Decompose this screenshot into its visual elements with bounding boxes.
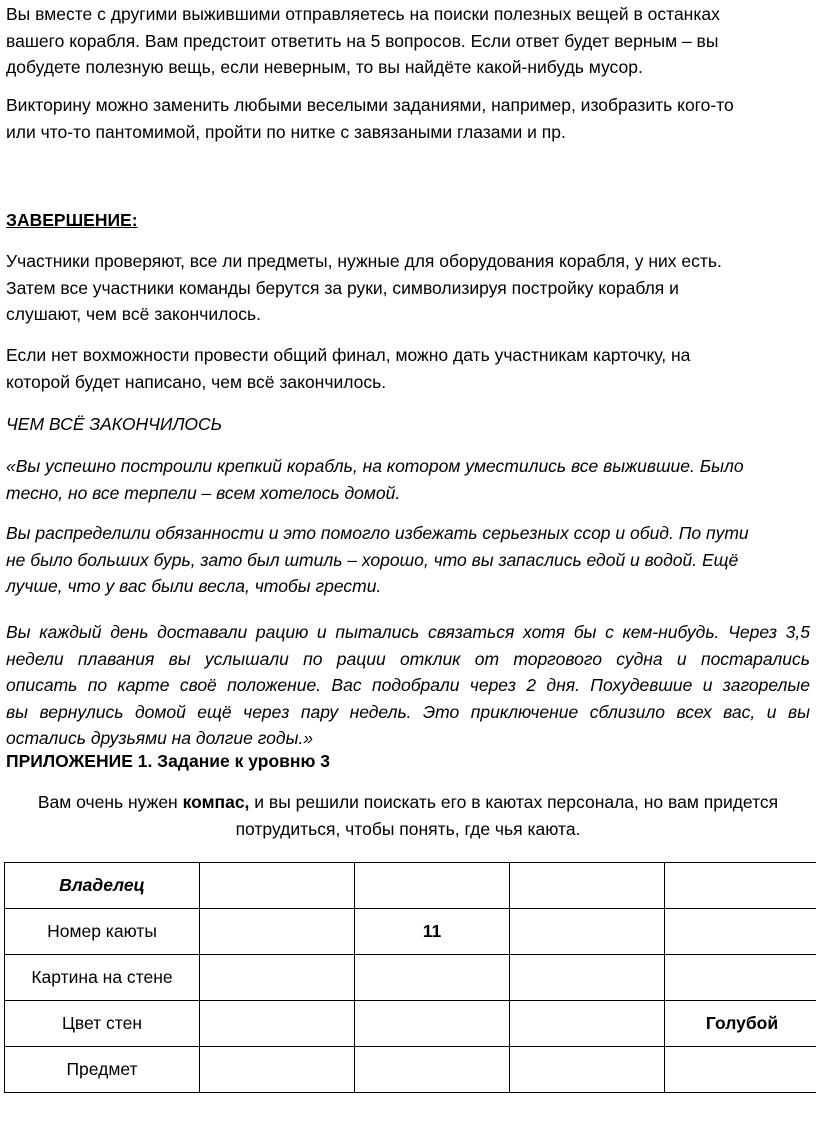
alt-quiz-line: Викторину можно заменить любыми веселыми заданиями, например, изобразить кого-то — [6, 95, 734, 115]
table-cell — [510, 1001, 665, 1047]
table-row — [5, 1001, 816, 1047]
table-row — [5, 863, 816, 909]
table-cell: Голубой — [665, 1001, 816, 1047]
ending-line: слушают, чем всё закончилось. — [6, 304, 261, 324]
table-cell — [665, 1047, 816, 1093]
row-label-painting: Картина на стене — [5, 955, 200, 1001]
story-line: Вы каждый день доставали рацию и пытались связаться хотя бы с кем-нибудь. Через 3,5 — [6, 622, 810, 642]
table-cell — [200, 1047, 355, 1093]
story-line: Вы распределили обязанности и это помогло избежать серьезных ссор и обид. По пути — [6, 523, 749, 543]
story-line: «Вы успешно построили крепкий корабль, на котором уместились все выжившие. Было — [6, 456, 744, 476]
table-cell — [510, 1047, 665, 1093]
story-line: тесно, но все терпели – всем хотелось домой. — [6, 482, 401, 503]
table-cell — [665, 863, 816, 909]
row-label-owner: Владелец — [5, 863, 200, 909]
table-row — [5, 1047, 816, 1093]
row-label-item: Предмет — [5, 1047, 200, 1093]
table-cell — [665, 909, 816, 955]
table-cell — [510, 909, 665, 955]
ending-heading: ЗАВЕРШЕНИЕ: — [6, 210, 138, 230]
table-cell — [665, 955, 816, 1001]
table-row — [5, 909, 816, 955]
story-line: недели плавания вы услышали по рации отклик от торгового судна и постарались — [6, 648, 810, 669]
appendix-text: Вам очень нужен — [37, 792, 183, 812]
story-line: лучше, что у вас были весла, чтобы грести. — [6, 576, 382, 596]
story-line: описать по карте своё положение. Вас подобрали через 2 дня. Похудевшие и загорелые — [6, 675, 810, 695]
story-line: остались друзьями на долгие годы.» — [6, 728, 314, 748]
final-alt-line: Если нет вохможности провести общий финал, можно дать участникам карточку, на — [6, 345, 691, 365]
appendix-text: и вы решили поискать его в каютах персонала, но вам придется — [249, 792, 779, 812]
final-alt-paragraph — [6, 342, 810, 395]
appendix-heading: ПРИЛОЖЕНИЕ 1. Задание к уровню 3 — [6, 751, 331, 771]
table-cell — [355, 1001, 510, 1047]
story-paragraph-1 — [6, 453, 810, 506]
table-cell — [510, 863, 665, 909]
story-paragraph-2 — [6, 520, 810, 600]
intro-line: вашего корабля. Вам предстоит ответить на 5 вопросов. Если ответ будет верным – вы — [6, 30, 719, 51]
table-cell — [355, 955, 510, 1001]
table-cell — [355, 863, 510, 909]
appendix-paragraph — [6, 789, 810, 842]
appendix-line: потрудиться, чтобы понять, где чья каюта. — [235, 818, 581, 839]
intro-line: Вы вместе с другими выжившими отправляетесь на поиски полезных вещей в останках — [6, 4, 720, 24]
story-line: не было больших бурь, зато был штиль – хорошо, что вы запаслись едой и водой. Ещё — [6, 549, 739, 570]
ending-paragraph — [6, 248, 810, 328]
ending-line: Затем все участники команды берутся за руки, символизируя постройку корабля и — [6, 277, 679, 298]
story-paragraph-3 — [6, 619, 810, 752]
cabin-table — [4, 862, 816, 1093]
row-label-wall-color: Цвет стен — [5, 1001, 200, 1047]
table-row — [5, 955, 816, 1001]
table-cell: 11 — [355, 909, 510, 955]
alt-quiz-line: или что-то пантомимой, пройти по нитке с завязаными глазами и пр. — [6, 121, 566, 142]
story-line: вы вернулись домой ещё через пару недель. Это приключение сблизило всех вас, и вы — [6, 701, 810, 722]
table-cell — [200, 863, 355, 909]
appendix-line — [6, 789, 810, 816]
card-heading: ЧЕМ ВСЁ ЗАКОНЧИЛОСЬ — [6, 414, 223, 434]
intro-paragraph — [6, 1, 810, 81]
table-cell — [200, 955, 355, 1001]
ending-line: Участники проверяют, все ли предметы, нужные для оборудования корабля, у них есть. — [6, 251, 722, 271]
table-cell — [200, 1001, 355, 1047]
table-cell — [510, 955, 665, 1001]
final-alt-line: которой будет написано, чем всё закончилось. — [6, 371, 387, 392]
table-cell — [200, 909, 355, 955]
alt-quiz-paragraph — [6, 92, 810, 145]
appendix-bold-word: компас, — [182, 792, 250, 812]
intro-line: добудете полезную вещь, если неверным, то вы найдёте какой-нибудь мусор. — [6, 57, 643, 77]
row-label-cabin-number: Номер каюты — [5, 909, 200, 955]
table-cell — [355, 1047, 510, 1093]
